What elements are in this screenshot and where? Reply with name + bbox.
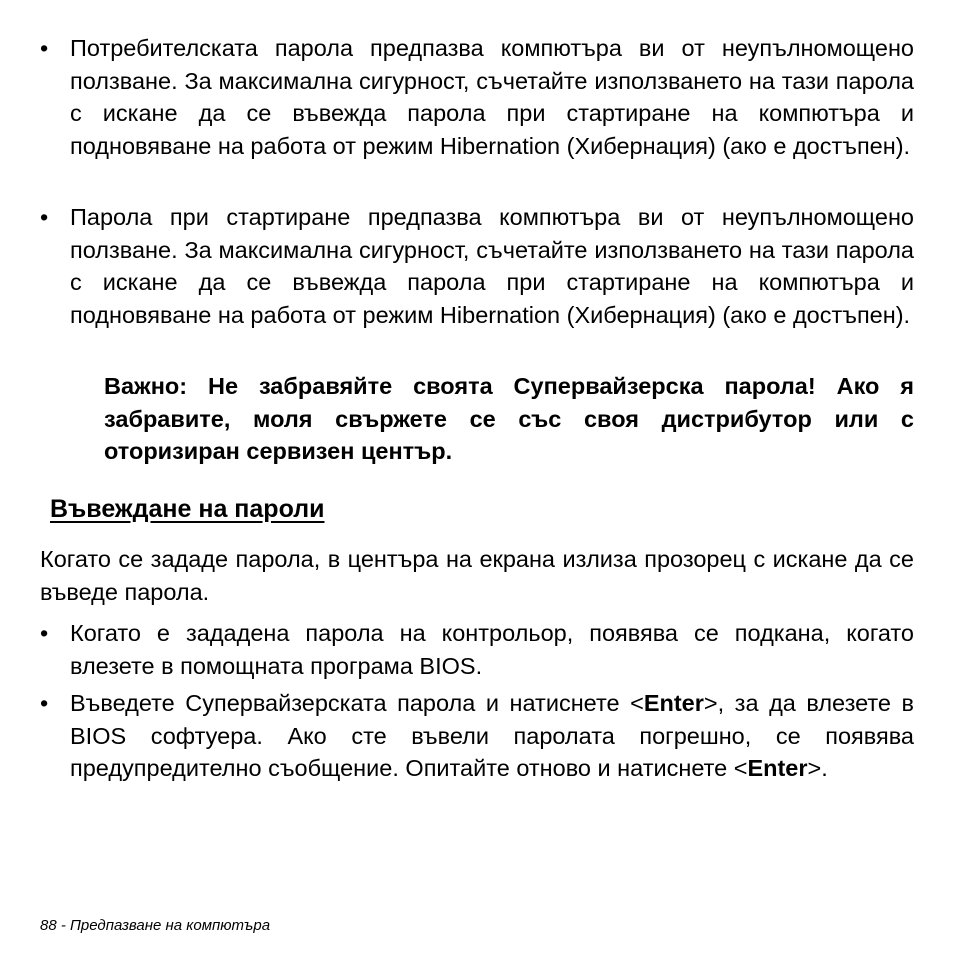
page-footer: 88 - Предпазване на компютъра xyxy=(40,917,271,934)
text-segment: >. xyxy=(807,755,828,781)
list-item-text: Потребителската парола предпазва компютъра ви от неупълномощено ползване. За максимална сигурност, съчетайте използването на тази парола с искане да се въвежда парола при стартиране на компютъра и подновяване на работа от режим Hibernation (Хибернация) (ако е достъпен). xyxy=(70,35,914,159)
list-item xyxy=(40,32,914,162)
text-segment: >, за да влезете в BIOS софтуера. Ако сте въвели паролата погрешно, се появява предупредително съобщение. Опитайте отново и натиснете < xyxy=(70,690,915,781)
list-item-text: Парола при стартиране предпазва компютъра ви от неупълномощено ползване. За максимална сигурност, съчетайте използването на тази парола с искане да се въвежда парола при стартиране на компютъра и подновяване на работа от режим Hibernation (Хибернация) (ако е достъпен). xyxy=(70,204,914,328)
text-segment: Въведете Супервайзерската парола и натиснете < xyxy=(70,690,644,716)
list-item xyxy=(40,617,914,682)
intro-paragraph: Когато се зададе парола, в центъра на екрана излиза прозорец с искане да се въведе парола. xyxy=(40,546,914,605)
bullet-marker: • xyxy=(40,204,49,230)
section-heading: Въвеждане на пароли xyxy=(50,495,325,523)
list-item-text xyxy=(70,687,914,785)
enter-key-label: Enter xyxy=(643,690,704,716)
list-item xyxy=(40,687,914,785)
list-item-text: Когато е зададена парола на контрольор, появява се подкана, когато влезете в помощната програма BIOS. xyxy=(70,620,914,679)
important-note: Важно: Не забравяйте своята Супервайзерска парола! Ако я забравите, моля свържете се със своя дистрибутор или с оторизиран сервизен център. xyxy=(104,373,914,464)
bullet-marker: • xyxy=(40,690,49,716)
bullet-marker: • xyxy=(40,620,49,646)
list-item xyxy=(40,201,914,331)
enter-key-label: Enter xyxy=(747,755,808,781)
bullet-marker: • xyxy=(40,35,49,61)
